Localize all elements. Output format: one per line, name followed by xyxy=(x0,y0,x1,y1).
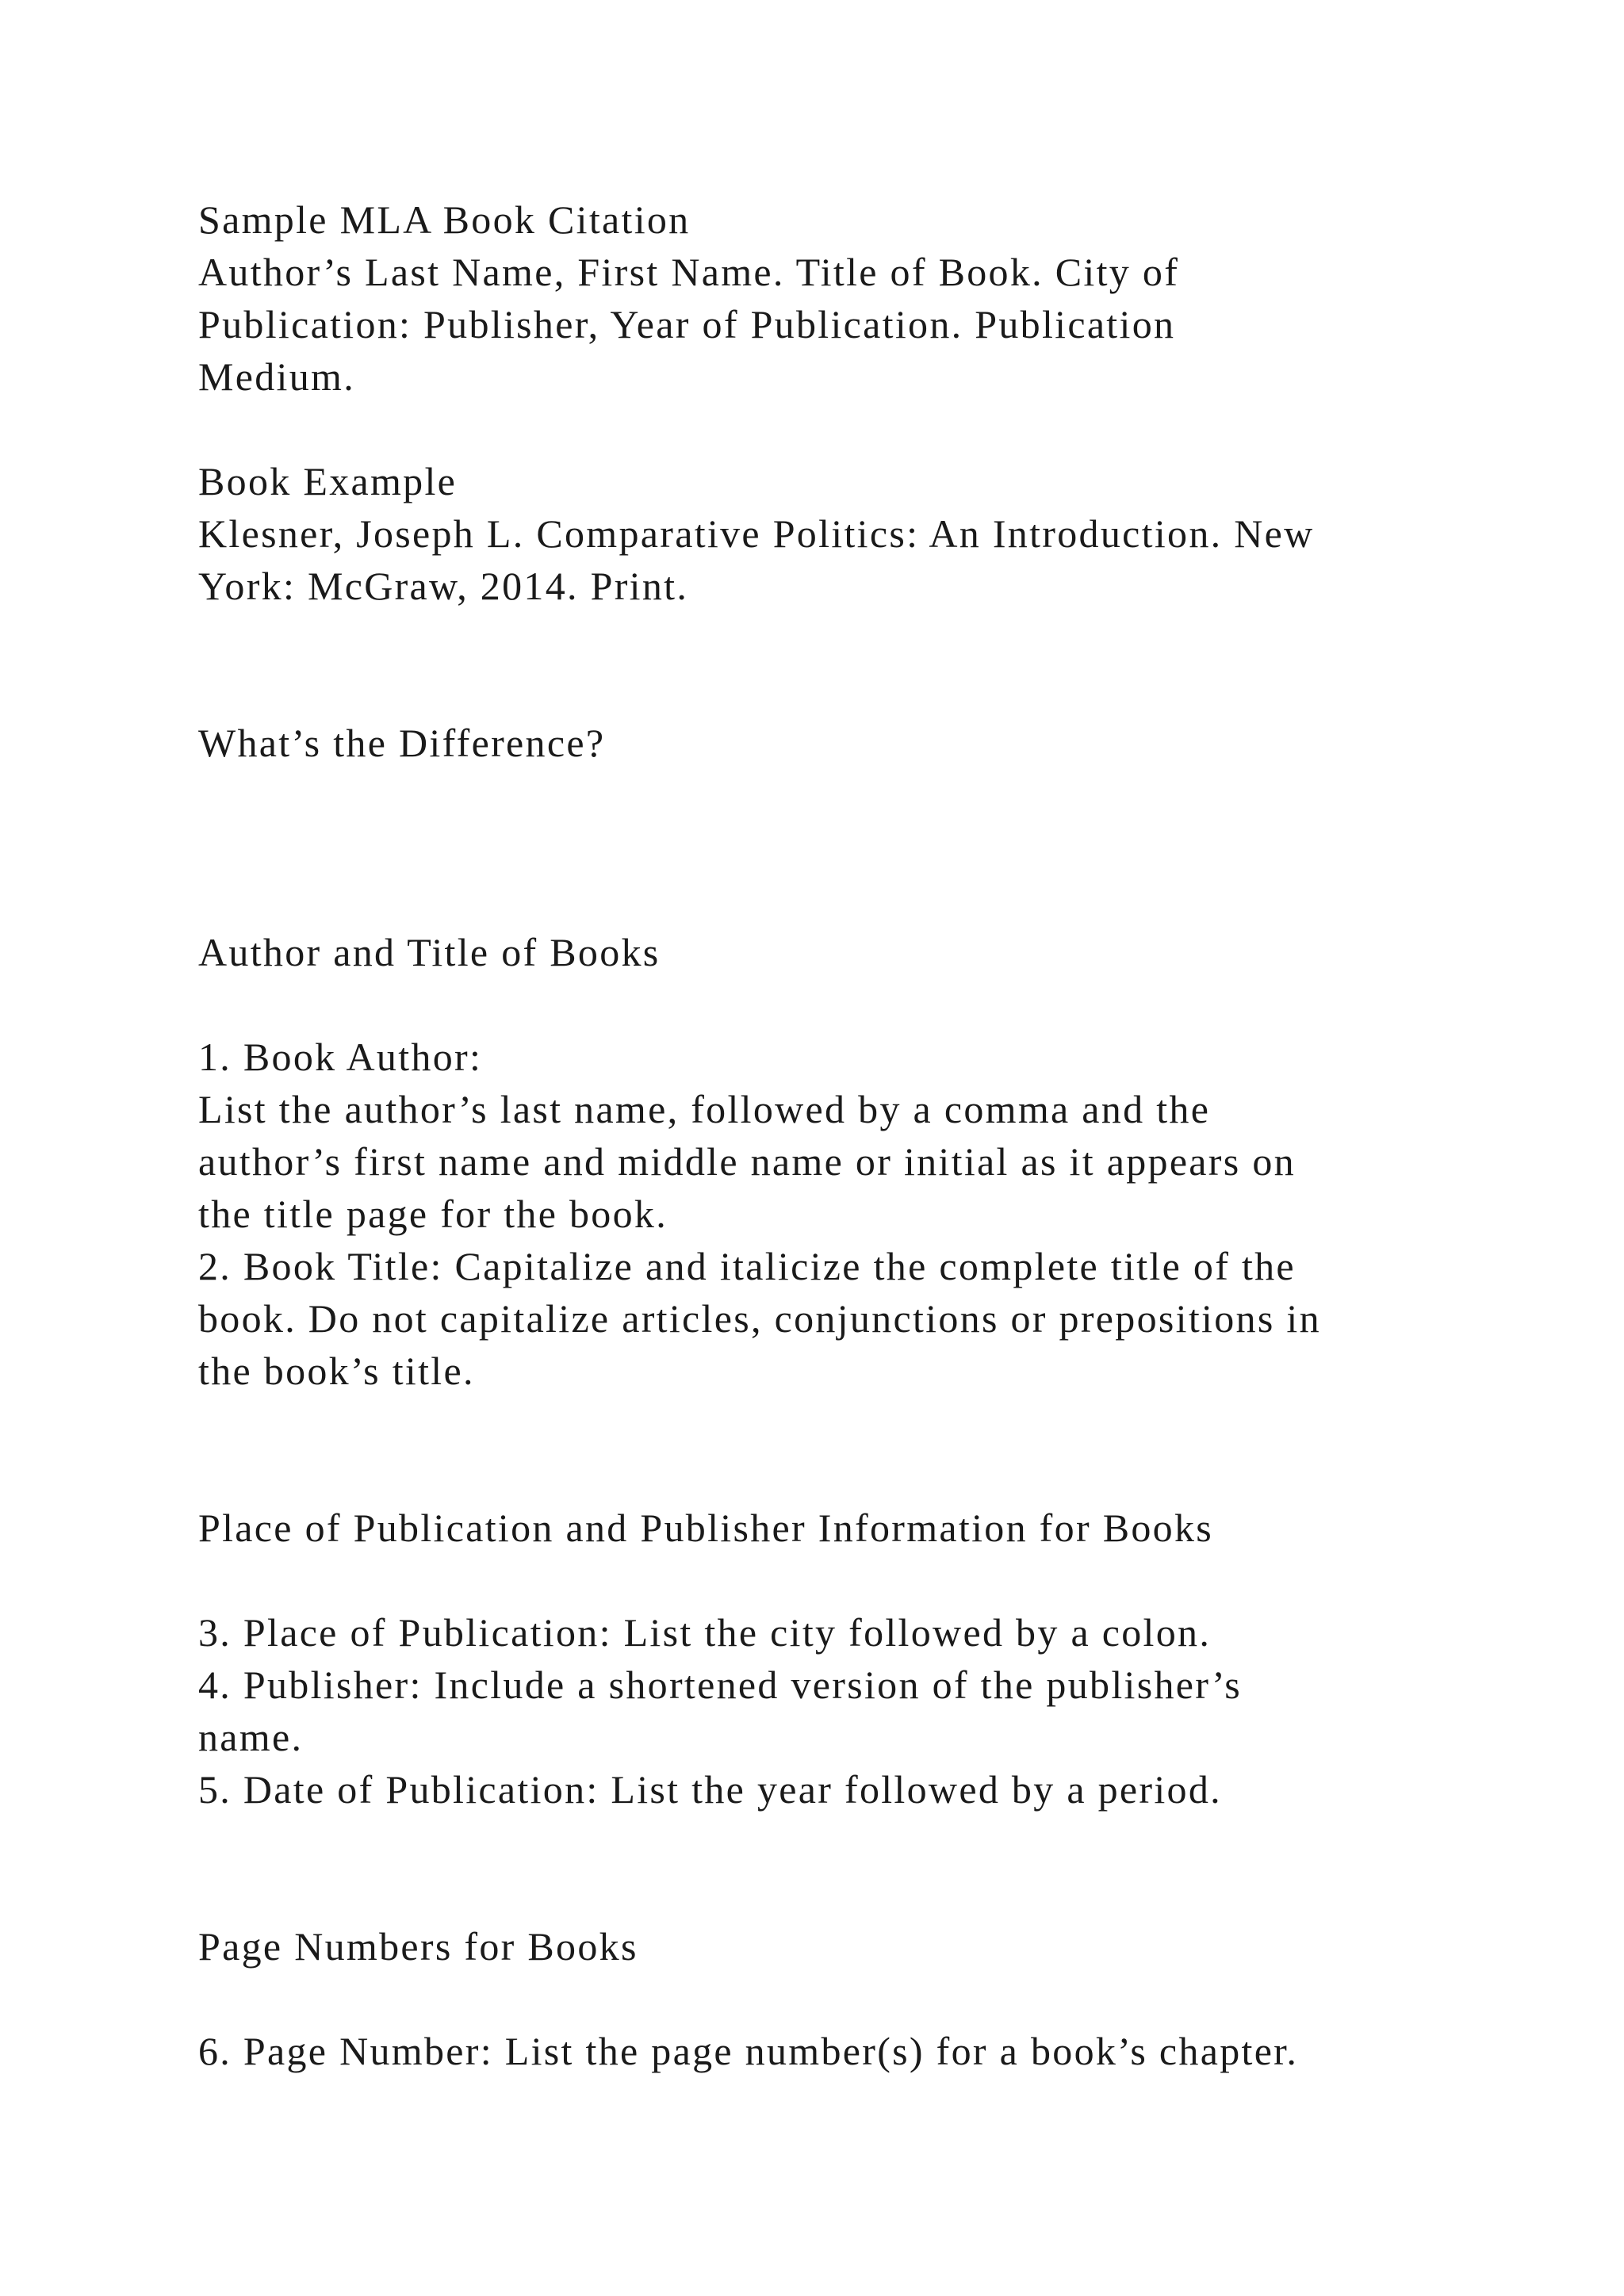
book-example-heading: Book Example xyxy=(198,459,458,503)
spacer xyxy=(198,1554,1507,1606)
citation-format-heading: Sample MLA Book Citation xyxy=(198,197,691,242)
spacer xyxy=(198,769,1507,926)
spacer xyxy=(198,1973,1507,2025)
page-numbers-heading: Page Numbers for Books xyxy=(198,1924,638,1969)
book-example-line: Klesner, Joseph L. Comparative Politics: An Introduction. New xyxy=(198,511,1315,556)
citation-format-line: Medium. xyxy=(198,354,356,399)
citation-format-line: Publication: Publisher, Year of Publication. Publication xyxy=(198,302,1176,346)
spacer xyxy=(198,978,1507,1031)
citation-format-line: Author’s Last Name, First Name. Title of Book. City of xyxy=(198,250,1180,294)
author-title-heading: Author and Title of Books xyxy=(198,930,661,974)
author-title-line: author’s first name and middle name or initial as it appears on xyxy=(198,1139,1296,1184)
spacer xyxy=(198,1816,1507,1920)
author-title-line: book. Do not capitalize articles, conjunctions or prepositions in xyxy=(198,1296,1321,1341)
spacer xyxy=(198,1397,1507,1502)
author-title-line: the title page for the book. xyxy=(198,1192,668,1236)
author-title-line: List the author’s last name, followed by a comma and the xyxy=(198,1087,1211,1131)
author-title-line: 2. Book Title: Capitalize and italicize the complete title of the xyxy=(198,1244,1296,1288)
publication-heading: Place of Publication and Publisher Information for Books xyxy=(198,1506,1213,1550)
publication-line: 4. Publisher: Include a shortened version of the publisher’s xyxy=(198,1663,1243,1707)
spacer xyxy=(198,612,1507,717)
page-numbers-line: 6. Page Number: List the page number(s) for a book’s chapter. xyxy=(198,2029,1299,2073)
document-page xyxy=(198,193,1507,2077)
book-example-line: York: McGraw, 2014. Print. xyxy=(198,564,689,608)
spacer xyxy=(198,403,1507,455)
author-title-line: 1. Book Author: xyxy=(198,1035,483,1079)
difference-question: What’s the Difference? xyxy=(198,721,606,765)
publication-line: 3. Place of Publication: List the city followed by a colon. xyxy=(198,1610,1212,1655)
author-title-line: the book’s title. xyxy=(198,1349,475,1393)
publication-line: name. xyxy=(198,1715,304,1759)
publication-line: 5. Date of Publication: List the year followed by a period. xyxy=(198,1767,1222,1812)
